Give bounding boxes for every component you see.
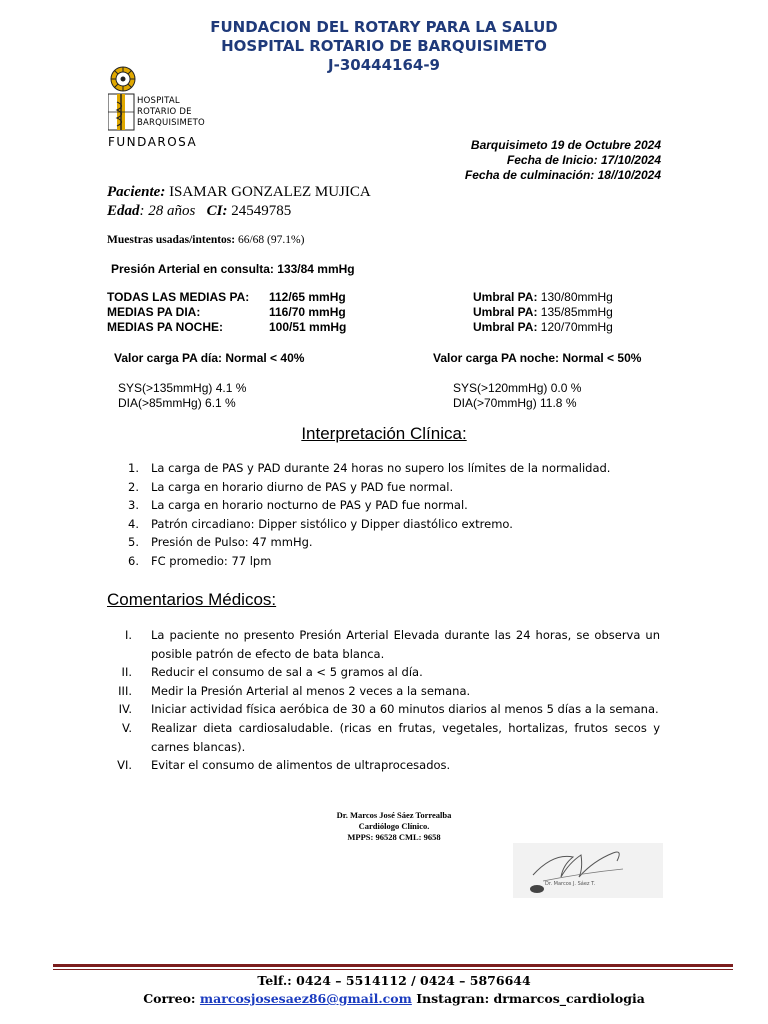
- list-item: 4. Patrón circadiano: Dipper sistólico y Dipper diastólico extremo.: [128, 516, 513, 531]
- thresholds: [473, 290, 613, 335]
- list-item: 5. Presión de Pulso: 47 mmHg.: [128, 535, 313, 549]
- list-item: 2. La carga en horario diurno de PAS y PAD fue normal.: [128, 479, 454, 494]
- list-item: 3. La carga en horario nocturno de PAS y PAD fue normal.: [128, 498, 468, 512]
- signature-scribble-icon: [513, 843, 663, 898]
- footer-contact: [0, 972, 768, 1008]
- mean-pressures: [107, 290, 347, 335]
- mean-row: TODAS LAS MEDIAS PA: 112/65 mmHg: [107, 290, 346, 304]
- signature-stamp: Dr. Marcos J. Sáez T.: [545, 881, 596, 887]
- mean-row: MEDIAS PA DIA: 116/70 mmHg: [107, 305, 346, 319]
- threshold-row: Umbral PA: 120/70mmHg: [473, 320, 613, 334]
- doctor-title: Cardiólogo Clínico.: [358, 821, 430, 831]
- day-load-title: Valor carga PA día: Normal < 40%: [114, 351, 305, 365]
- list-item: V. Realizar dieta cardiosaludable. (ricas en frutas, vegetales, hortalizas, frutos secos y carnes blancas).: [121, 720, 660, 754]
- list-item: II. Reducir el consumo de sal a < 5 gramos al día.: [121, 665, 423, 680]
- start-date: Fecha de Inicio: 17/10/2024: [506, 153, 661, 167]
- doctor-info: [0, 810, 768, 843]
- footer-phone: Telf.: 0424 – 5514112 / 0424 – 5876644: [257, 973, 531, 988]
- report-dates: [465, 138, 661, 183]
- list-item: VI. Evitar el consumo de alimentos de ultraprocesados.: [117, 758, 451, 773]
- patient-info: [107, 183, 371, 221]
- clinical-interpretation-title: Interpretación Clínica:: [301, 424, 467, 443]
- hospital-name: HOSPITAL ROTARIO DE BARQUISIMETO: [221, 37, 547, 55]
- patient-ci: 24549785: [231, 203, 292, 219]
- footer-divider: [53, 964, 733, 967]
- list-item: IV. Iniciar actividad física aeróbica de 30 a 60 minutos diarios al menos 5 días a la semana.: [118, 702, 659, 717]
- list-item: 1. La carga de PAS y PAD durante 24 horas no supero los límites de la normalidad.: [128, 461, 611, 475]
- end-date: Fecha de culminación: 18//10/2024: [464, 168, 661, 182]
- patient-ci-label: CI:: [206, 203, 228, 219]
- footer-instagram: Instagran: drmarcos_cardiologia: [416, 991, 645, 1006]
- patient-name: ISAMAR GONZALEZ MUJICA: [169, 184, 371, 200]
- footer-divider-thin: [53, 969, 733, 970]
- day-load-values: SYS(>135mmHg) 4.1 % DIA(>85mmHg) 6.1 %: [118, 381, 247, 410]
- office-blood-pressure: Presión Arterial en consulta: 133/84 mmHg: [111, 262, 355, 276]
- mean-row: MEDIAS PA NOCHE: 100/51 mmHg: [107, 320, 347, 334]
- city-date: Barquisimeto 19 de Octubre 2024: [470, 138, 661, 152]
- doctor-name: Dr. Marcos José Sáez Torrealba: [336, 810, 452, 820]
- clinical-interpretation-list: [107, 459, 667, 570]
- threshold-row: Umbral PA: 135/85mmHg: [473, 305, 613, 319]
- rotary-emblem-icon: [108, 66, 138, 132]
- patient-age-label: Edad: [107, 203, 140, 219]
- medical-comments-list: [107, 626, 660, 775]
- list-item: I. La paciente no presento Presión Arterial Elevada durante las 24 horas, se observa un posible patrón de efecto de bata blanca.: [124, 628, 660, 661]
- samples-used: Muestras usadas/intentos: 66/68 (97.1%): [107, 234, 305, 246]
- patient-name-label: Paciente:: [107, 184, 166, 200]
- list-item: 6. FC promedio: 77 lpm: [128, 553, 272, 568]
- medical-comments-title: Comentarios Médicos:: [107, 590, 277, 609]
- threshold-row: Umbral PA: 130/80mmHg: [473, 290, 613, 304]
- signature-image: [513, 843, 663, 898]
- foundation-name: FUNDACION DEL ROTARY PARA LA SALUD: [210, 18, 558, 36]
- logo-text: HOSPITAL ROTARIO DE BARQUISIMETO: [137, 96, 205, 128]
- doctor-license: MPPS: 96528 CML: 9658: [347, 832, 441, 842]
- list-item: III. Medir la Presión Arterial al menos 2 veces a la semana.: [118, 683, 471, 698]
- footer-email-label: Correo:: [143, 991, 196, 1006]
- rif-number: J-30444164-9: [328, 56, 440, 74]
- night-load-title: Valor carga PA noche: Normal < 50%: [433, 351, 642, 365]
- night-load-values: SYS(>120mmHg) 0.0 % DIA(>70mmHg) 11.8 %: [453, 381, 582, 410]
- footer-email-link[interactable]: marcosjosesaez86@gmail.com: [199, 991, 412, 1006]
- patient-age: : 28 años: [139, 203, 196, 219]
- logo-brand: FUNDAROSA: [108, 135, 198, 149]
